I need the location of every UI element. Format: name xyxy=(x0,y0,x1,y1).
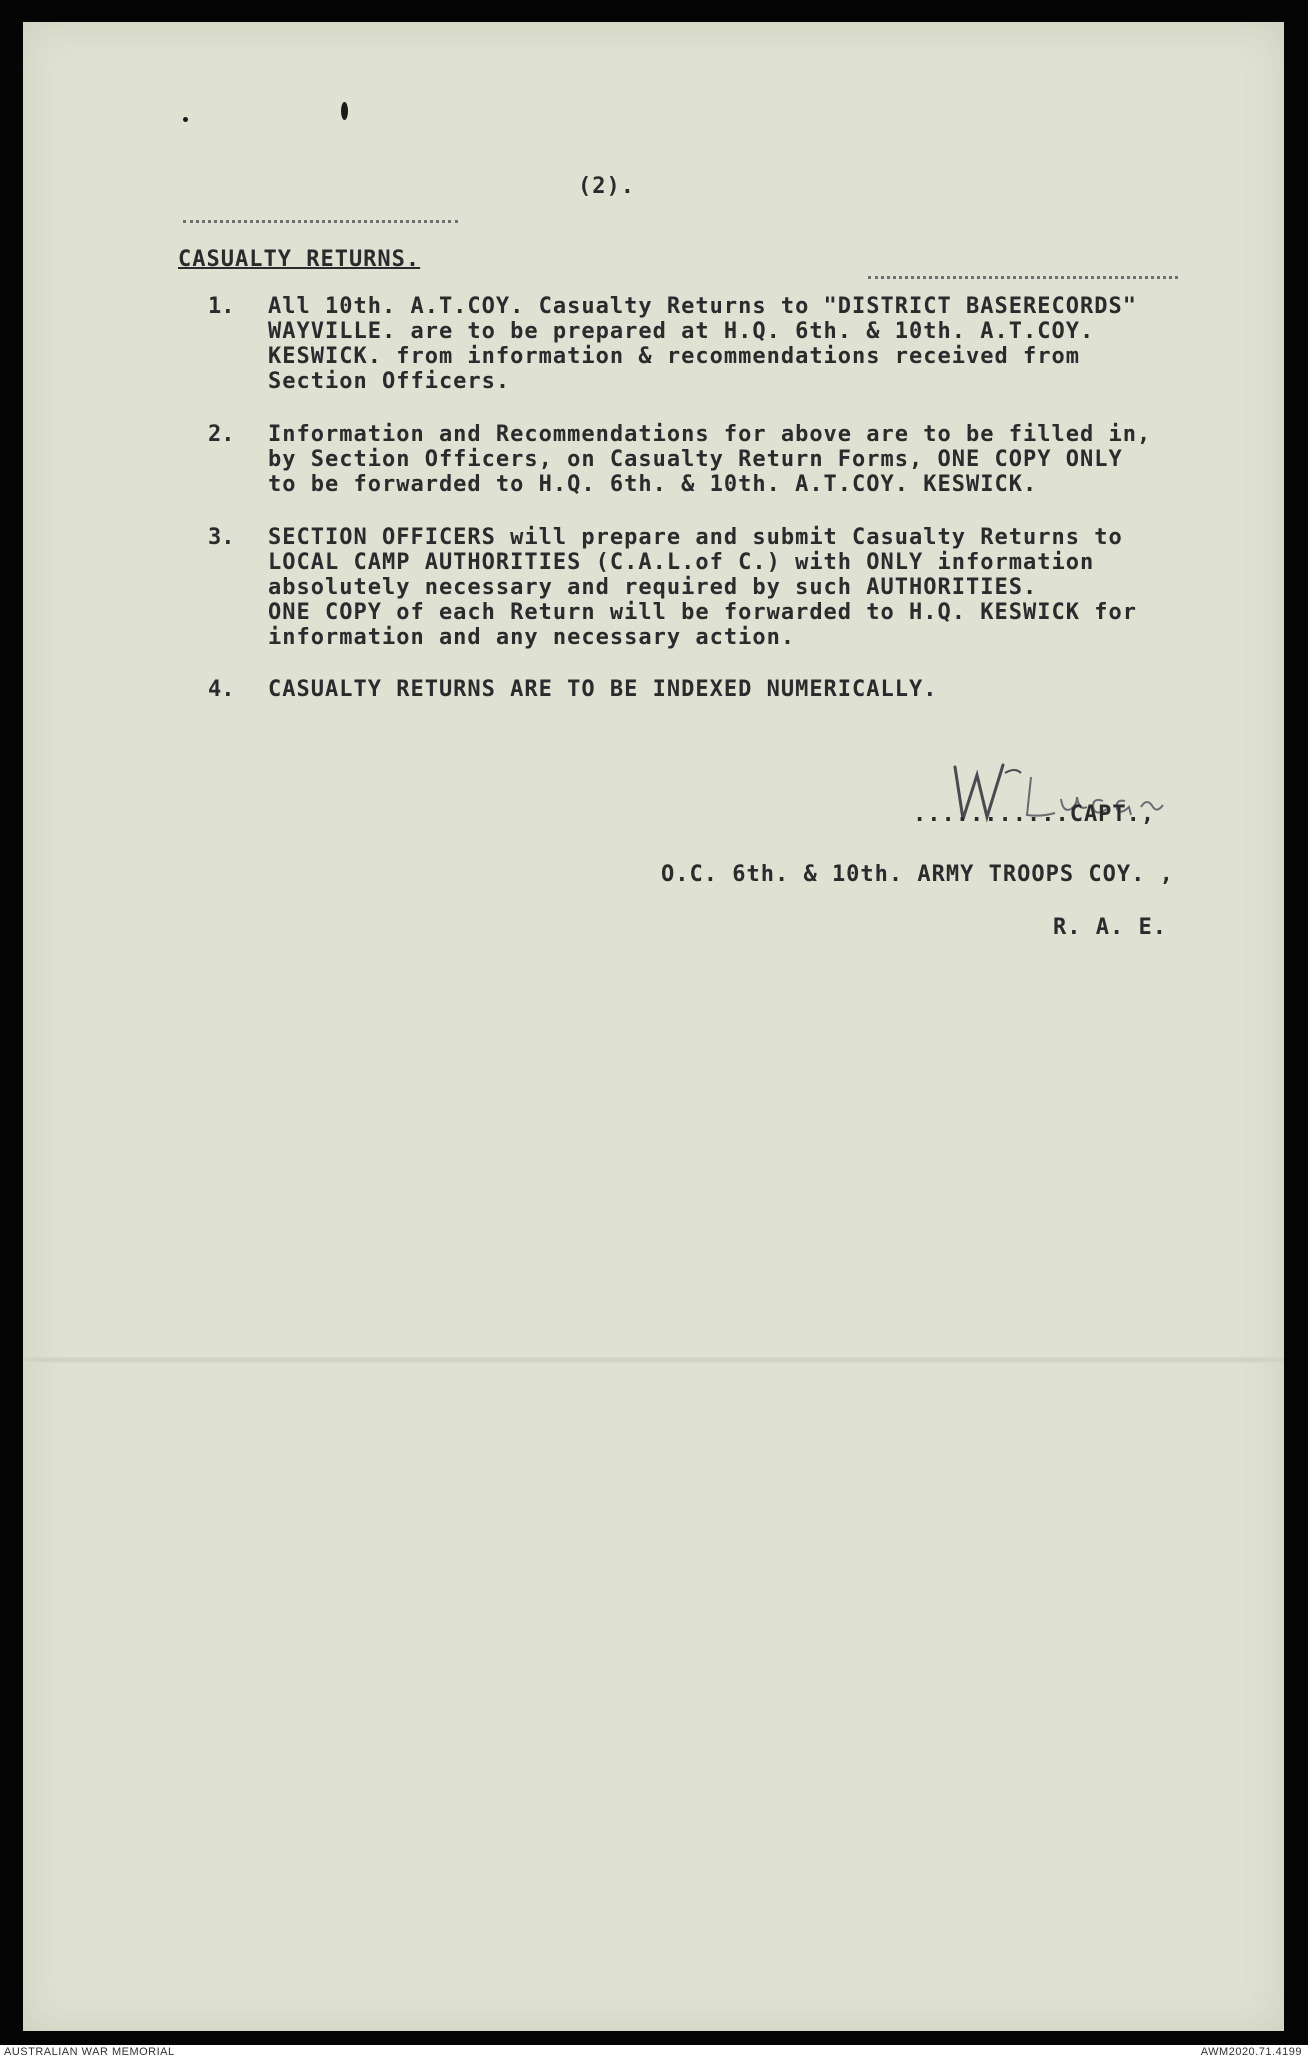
paragraph-line: to be forwarded to H.Q. 6th. & 10th. A.T.COY. KESWICK. xyxy=(268,472,1038,497)
paragraph-line: ONE COPY of each Return will be forwarded to H.Q. KESWICK for xyxy=(268,600,1137,625)
dotted-rule xyxy=(183,220,458,223)
paragraph-number: 3. xyxy=(208,525,235,550)
signature-unit-line: O.C. 6th. & 10th. ARMY TROOPS COY. , xyxy=(661,862,1174,887)
paragraph-number: 2. xyxy=(208,422,235,447)
footer-left-label: AUSTRALIAN WAR MEMORIAL xyxy=(4,2046,175,2058)
signature-rank-line: ...........CAPT., xyxy=(913,802,1156,827)
paragraph-line: Section Officers. xyxy=(268,369,511,394)
paragraph-line: KESWICK. from information & recommendations received from xyxy=(268,344,1080,369)
paragraph-line: SECTION OFFICERS will prepare and submit Casualty Returns to xyxy=(268,525,1123,550)
paragraph-number: 1. xyxy=(208,294,235,319)
paragraph-line: Information and Recommendations for above are to be filled in, xyxy=(268,422,1152,447)
dotted-rule xyxy=(868,276,1178,279)
paper-speck xyxy=(183,117,188,122)
paragraph-number: 4. xyxy=(208,677,235,702)
document-page xyxy=(23,22,1284,2031)
section-heading: CASUALTY RETURNS. xyxy=(178,247,421,272)
paragraph-line: information and any necessary action. xyxy=(268,625,796,650)
paper-fold-crease xyxy=(23,1357,1284,1363)
paragraph-line: WAYVILLE. are to be prepared at H.Q. 6th. & 10th. A.T.COY. xyxy=(268,319,1095,344)
paragraph-line: by Section Officers, on Casualty Return Forms, ONE COPY ONLY xyxy=(268,447,1123,472)
paragraph-line: All 10th. A.T.COY. Casualty Returns to "DISTRICT BASERECORDS" xyxy=(268,294,1137,319)
paper-speck xyxy=(341,102,348,120)
signature-corps-line: R. A. E. xyxy=(1053,915,1167,940)
paragraph-line: LOCAL CAMP AUTHORITIES (C.A.L.of C.) with ONLY information xyxy=(268,550,1095,575)
footer-right-label: AWM2020.71.4199 xyxy=(1200,2046,1302,2058)
paragraph-line: absolutely necessary and required by such AUTHORITIES. xyxy=(268,575,1038,600)
archive-footer xyxy=(0,2045,1308,2061)
page-number: (2). xyxy=(578,174,635,199)
paragraph-line: CASUALTY RETURNS ARE TO BE INDEXED NUMERICALLY. xyxy=(268,677,938,702)
